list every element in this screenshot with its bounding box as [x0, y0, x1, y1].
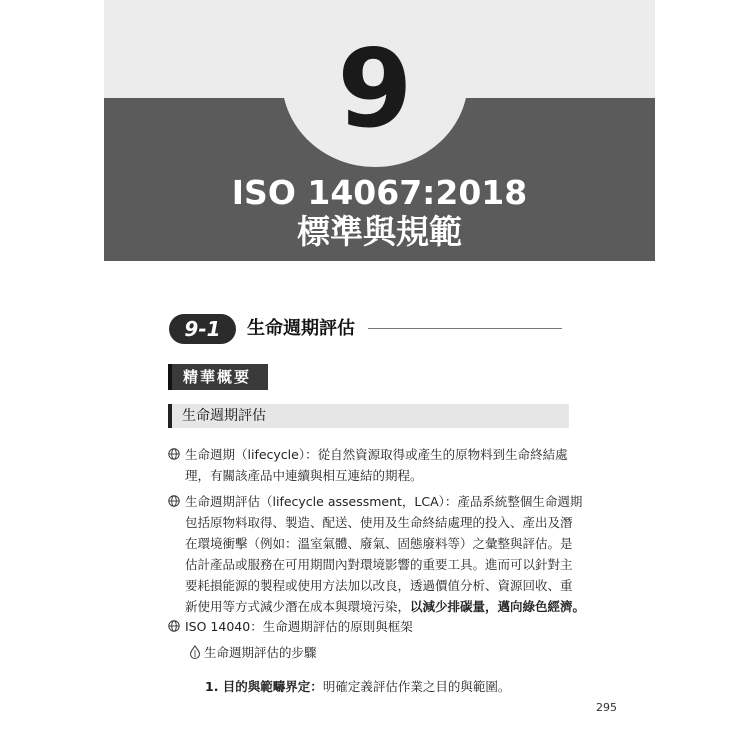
- summary-tag-accent: [168, 364, 172, 390]
- bullet-line: 生命週期（lifecycle）：從自然資源取得或產生的原物料到生命終結處: [185, 447, 568, 462]
- summary-tag: [168, 364, 268, 390]
- globe-icon: [168, 448, 180, 460]
- bullet-line: 包括原物料取得、製造、配送、使用及生命終結處理的投入、產出及潛: [185, 515, 573, 530]
- bullet-line: 估計產品或服務在可用期間內對環境影響的重要工具。進而可以針對主: [185, 557, 573, 572]
- drop-icon: [189, 645, 201, 659]
- globe-icon: [168, 495, 180, 507]
- globe-icon: [168, 620, 180, 632]
- step-item: [205, 677, 510, 697]
- chapter-title-line1: ISO 14067:2018: [231, 173, 528, 212]
- bullet-emphasis: 以減少排碳量，邁向綠色經濟。: [410, 599, 586, 614]
- step-label: 1. 目的與範疇界定：: [205, 679, 323, 694]
- section-divider: [368, 328, 562, 329]
- step-text: 明確定義評估作業之目的與範圍。: [322, 679, 511, 694]
- page-number: 295: [596, 701, 617, 714]
- bullet-line: 要耗損能源的製程或使用方法加以改良，透過價值分析、資源回收、重: [185, 578, 573, 593]
- bullet-line: 在環境衝擊（例如：溫室氣體、廢氣、固態廢料等）之彙整與評估。是: [185, 536, 573, 551]
- section-title: 生命週期評估: [247, 318, 355, 339]
- bullet-line: 理，有關該產品中連續與相互連結的期程。: [185, 468, 423, 483]
- bullet-line: ISO 14040：生命週期評估的原則與框架: [185, 619, 413, 634]
- subheading-label: 生命週期評估: [182, 408, 266, 424]
- summary-tag-label: 精華概要: [183, 368, 252, 386]
- bullet-line-last: [185, 596, 586, 617]
- chapter-number: 9: [337, 27, 413, 152]
- subheading: [168, 404, 569, 428]
- bullet-text: 新使用等方式減少潛在成本與環境污染，: [185, 599, 411, 614]
- sub-bullet: 生命週期評估的步驟: [204, 645, 317, 660]
- section-number-badge: 9-1: [169, 314, 236, 344]
- chapter-title-line2: 標準與規範: [297, 212, 462, 251]
- bullet-line: 生命週期評估（lifecycle assessment，LCA）：產品系統整個生命週期: [185, 494, 583, 509]
